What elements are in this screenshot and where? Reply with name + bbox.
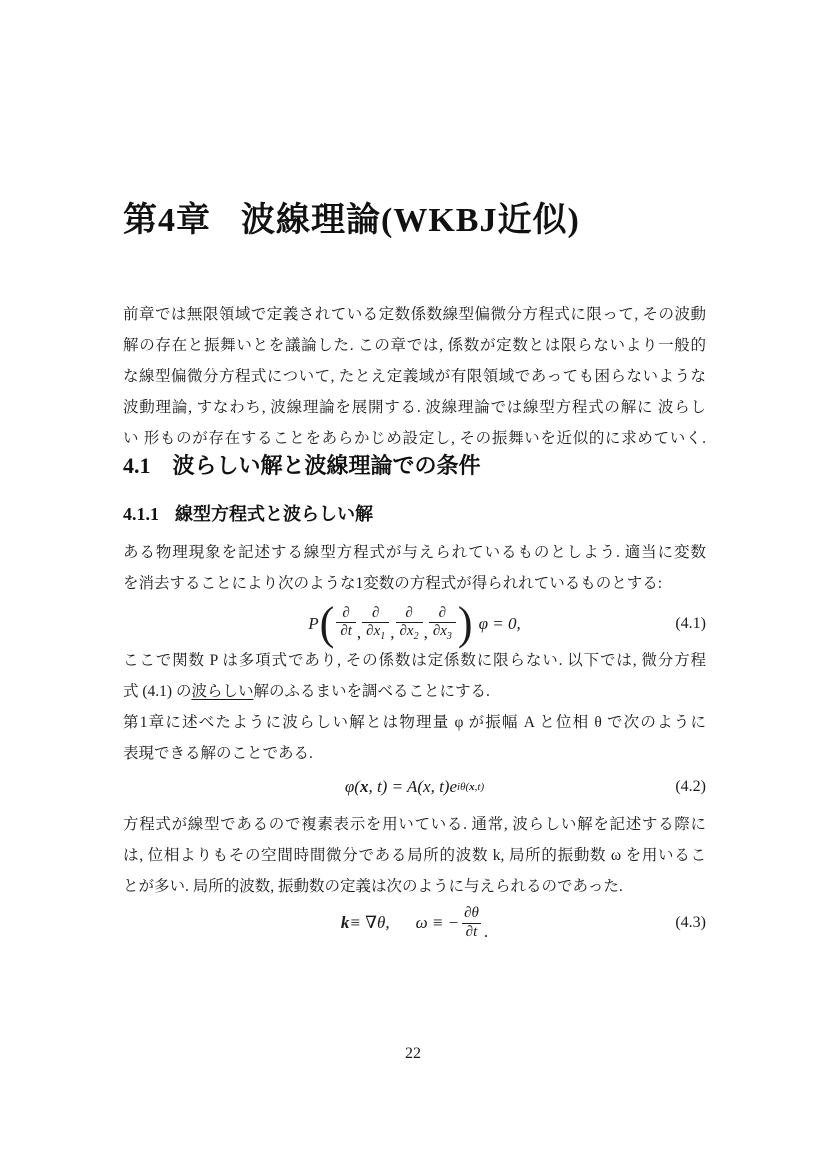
- fraction-dt: $\frac{\partial}{\partial t}$: [336, 605, 356, 643]
- text-run: 式 (4.1) の: [123, 683, 192, 700]
- paragraph-setup: [123, 537, 706, 599]
- period: .: [483, 922, 489, 941]
- left-paren: (: [319, 598, 335, 650]
- comma: ,: [390, 623, 395, 642]
- equation-number-4-1: (4.1): [675, 615, 706, 632]
- chapter-number: 第4章: [123, 202, 211, 239]
- comma: ,: [423, 623, 428, 642]
- page-number: 22: [405, 1045, 421, 1062]
- text-line: な線型偏微分方程式について, たとえ定義域が有限領域であっても困らないような: [123, 368, 706, 385]
- text-line: 表現できる解のことである.: [123, 745, 313, 762]
- chapter-heading: [123, 192, 580, 241]
- equation-4-2: [123, 770, 706, 804]
- equation-number-4-3: (4.3): [675, 914, 706, 931]
- comma: ,: [356, 623, 362, 642]
- text-line: [123, 676, 706, 707]
- text-run: 解のふるまいを調べることにする.: [253, 683, 490, 700]
- section-number: 4.1: [123, 453, 151, 478]
- section-heading-4-1: [123, 449, 481, 480]
- text-line: 第1章に述べたように波らしい解とは物理量 φ が振幅 A と位相 θ で次のように: [123, 714, 706, 731]
- equation-rhs: φ = 0,: [478, 614, 521, 633]
- right-paren: ): [457, 598, 473, 650]
- subsection-number: 4.1.1: [123, 504, 159, 524]
- math-run: ≡ ∇θ,: [349, 913, 390, 932]
- equation-4-3: [123, 897, 706, 949]
- math-run: , t) = A(x, t)e: [368, 777, 458, 796]
- text-line: 方程式が線型であるので複素表示を用いている. 通常, 波らしい解を記述する際に: [123, 816, 706, 833]
- math-bold-k: k: [340, 913, 350, 932]
- math-sup-bold-x: x: [469, 781, 475, 793]
- text-line: 解の存在と振舞いとを議論した. この章では, 係数が定数とは限らないより一般的: [123, 337, 706, 354]
- fraction-dx3: $\frac{\partial}{\partial x_3}$: [429, 605, 456, 643]
- math-sup-run: iθ(: [457, 781, 470, 793]
- text-line: 前章では無限領域で定義されている定数係数線型偏微分方程式に限って, その波動: [123, 306, 706, 323]
- fraction-dx2: $\frac{\partial}{\partial x_2}$: [396, 605, 423, 643]
- paragraph-wavelike-def: [123, 707, 706, 769]
- paragraph-intro: [123, 299, 706, 454]
- text-line: 波動理論, すなわち, 波線理論を展開する. 波線理論では線型方程式の解に 波らし: [123, 399, 706, 416]
- fraction-dx1: $\frac{\partial}{\partial x_1}$: [362, 605, 389, 643]
- section-title: 波らしい解と波線理論での条件: [172, 453, 481, 478]
- text-line: は, 位相よりもその空間時間微分である局所的波数 k, 局所的振動数 ω を用いるこ: [123, 847, 706, 864]
- math-run: ω ≡ −: [415, 913, 460, 932]
- math-sup-run: ,t): [474, 781, 485, 793]
- math-run: φ(: [344, 777, 360, 796]
- chapter-title: 波線理論(WKBJ近似): [241, 202, 580, 239]
- equation-number-4-2: (4.2): [675, 778, 706, 795]
- fraction-dtheta-dt: $\frac{\partial\theta}{\partial t}$: [460, 905, 483, 941]
- text-line: ある物理現象を記述する線型方程式が与えられているものとしよう. 適当に変数: [123, 544, 706, 561]
- paragraph-polynomial: [123, 645, 706, 707]
- math-bold-x: x: [359, 777, 369, 796]
- text-line: とが多い. 局所的波数, 振動数の定義は次のように与えられるのであった.: [123, 878, 623, 895]
- subsection-heading-4-1-1: [123, 500, 373, 526]
- paragraph-wavenumber: [123, 809, 706, 902]
- math-symbol-P: P: [308, 614, 319, 633]
- text-line: ここで関数 P は多項式であり, その係数は定係数に限らない. 以下では, 微分方程: [123, 652, 706, 669]
- underlined-text: 波らしい: [191, 683, 254, 700]
- equation-4-1: [123, 597, 706, 651]
- subsection-title: 線型方程式と波らしい解: [175, 504, 373, 524]
- text-line: を消去することにより次のような1変数の方程式が得られれているものとする:: [123, 575, 663, 592]
- text-line: い 形ものが存在することをあらかじめ設定し, その振舞いを近似的に求めていく.: [123, 430, 706, 447]
